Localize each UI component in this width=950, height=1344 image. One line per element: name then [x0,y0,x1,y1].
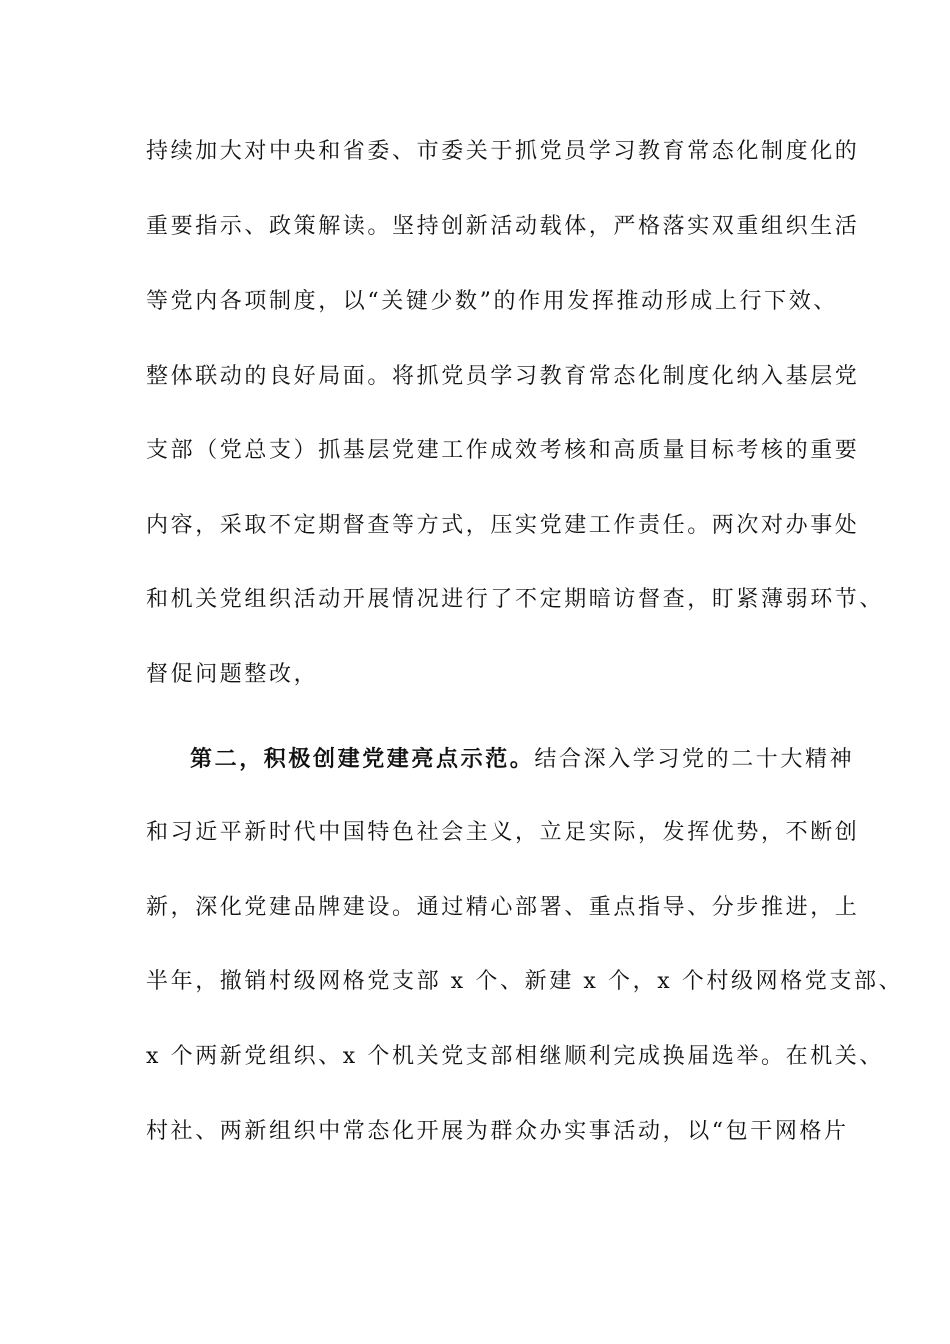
paragraph-1-line-8: 督促问题整改， [146,662,319,687]
paragraph-1-line-6: 内容，采取不定期督查等方式，压实党建工作责任。两次对办事处 [146,513,860,538]
paragraph-1-line-5: 支部（党总支）抓基层党建工作成效考核和高质量目标考核的重要 [146,438,860,463]
paragraph-1-line-4: 整体联动的良好局面。将抓党员学习教育常态化制度化纳入基层党 [146,364,860,389]
paragraph-2-first-line [190,744,855,774]
paragraph-2-first-line-rest: 结合深入学习党的二十大精神 [534,747,855,772]
paragraph-1-line-1: 持续加大对中央和省委、市委关于抓党员学习教育常态化制度化的 [146,139,860,164]
paragraph-1-line-7: 和机关党组织活动开展情况进行了不定期暗访督查，盯紧薄弱环节、 [146,587,885,612]
paragraph-1-line-3: 等党内各项制度，以“关键少数”的作用发挥推动形成上行下效、 [146,289,838,314]
paragraph-2-line-3: 新，深化党建品牌建设。通过精心部署、重点指导、分步推进，上 [146,895,860,920]
paragraph-2-line-6: 村社、两新组织中常态化开展为群众办实事活动，以“包干网格片 [146,1119,849,1144]
paragraph-1-line-2: 重要指示、政策解读。坚持创新活动载体，严格落实双重组织生活 [146,214,860,239]
paragraph-2-line-2: 和习近平新时代中国特色社会主义，立足实际，发挥优势，不断创 [146,820,860,845]
paragraph-2-line-4: 半年，撤销村级网格党支部 x 个、新建 x 个，x 个村级网格党支部、 [146,969,904,994]
paragraph-2-line-5: x 个两新党组织、x 个机关党支部相继顺利完成换届选举。在机关、 [146,1044,885,1069]
paragraph-2-heading: 第二，积极创建党建亮点示范。 [190,746,535,772]
